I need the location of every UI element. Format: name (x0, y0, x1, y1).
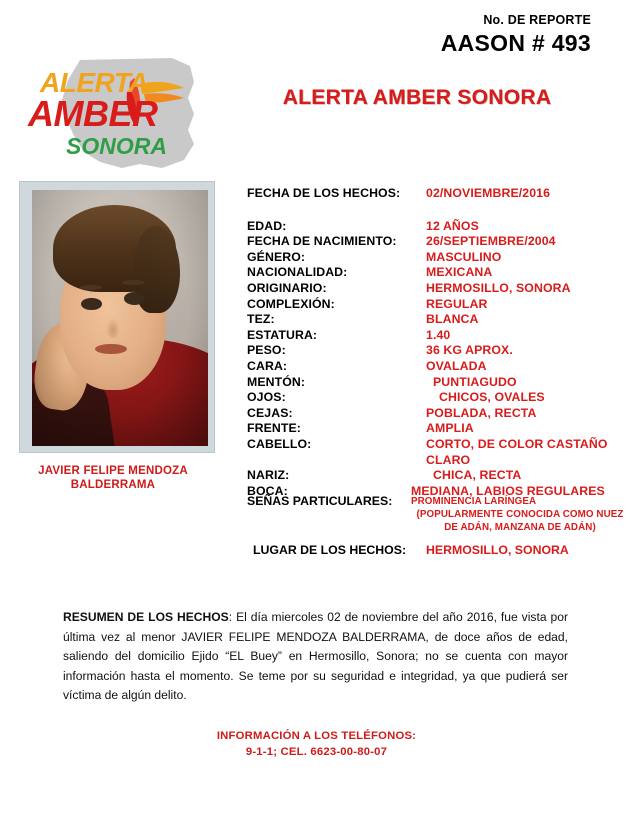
detail-label: ESTATURA: (247, 327, 318, 342)
detail-row (247, 250, 633, 266)
lugar-label: LUGAR DE LOS HECHOS: (253, 543, 407, 557)
contact-info-label: INFORMACIÓN A LOS TELÉFONOS: (216, 730, 417, 742)
detail-value: MASCULINO (426, 249, 502, 264)
detail-rows-container (247, 219, 633, 500)
detail-label: COMPLEXIÓN: (247, 296, 335, 311)
detail-label: CABELLO: (247, 436, 312, 451)
detail-row (247, 343, 633, 359)
detail-row-incident-date (247, 186, 633, 202)
logo-text-sonora: SONORA (66, 133, 167, 159)
detail-label: MENTÓN: (247, 374, 306, 389)
report-number-value: AASON # 493 (440, 29, 591, 56)
detail-label: TEZ: (247, 312, 275, 327)
detail-row (247, 421, 633, 437)
detail-row (247, 359, 633, 375)
victim-name-caption (8, 464, 218, 493)
detail-row (247, 375, 633, 391)
detail-value: PUNTIAGUDO (433, 374, 517, 389)
detail-row (247, 453, 633, 469)
detail-row (247, 328, 633, 344)
logo-text-alerta: ALERTA (40, 67, 148, 98)
report-number-block (441, 14, 591, 56)
victim-photo-container (14, 178, 218, 456)
summary-body: : El día miercoles 02 de noviembre del año 2016, fue vista por última vez al menor JAVIER FELIPE MENDOZA BALDERRAMA, de doce años de edad, saliendo del domicilio Ejido “EL Buey” en Hermosillo, Sonora; no se cuenta con mayor información hasta el momento. Se teme por su seguridad e integridad, ya que pudierá ser víctima de algún delito. (63, 610, 568, 703)
detail-value: CHICA, RECTA (433, 468, 522, 483)
detail-row (247, 437, 633, 453)
senas-line-1: PROMINENCIA LARÍNGEA (411, 496, 537, 507)
amber-alert-logo (22, 56, 202, 171)
detail-label: FECHA DE NACIMIENTO: (247, 234, 397, 249)
detail-row (247, 468, 633, 484)
detail-label: ORIGINARIO: (247, 280, 327, 295)
detail-value: 12 AÑOS (426, 218, 479, 233)
contact-info-block (0, 728, 633, 761)
detail-label: PESO: (247, 343, 286, 358)
lugar-value: HERMOSILLO, SONORA (426, 543, 569, 557)
detail-label: NARIZ: (247, 468, 290, 483)
detail-row (247, 265, 633, 281)
detail-value: CLARO (426, 452, 471, 467)
detail-row (247, 281, 633, 297)
senas-label: SEÑAS PARTICULARES: (247, 494, 393, 508)
report-number-label: No. DE REPORTE (483, 13, 591, 27)
detail-label: OJOS: (247, 390, 286, 405)
incident-summary (63, 608, 568, 706)
page-title: ALERTA AMBER SONORA (282, 86, 552, 109)
detail-value: POBLADA, RECTA (426, 405, 537, 420)
detail-label: BOCA: (247, 483, 288, 498)
detail-value: MEXICANA (426, 265, 493, 280)
detail-label: CEJAS: (247, 405, 293, 420)
spacer (247, 202, 633, 219)
detail-value: CHICOS, OVALES (439, 390, 545, 405)
logo-svg (22, 56, 202, 171)
detail-value: CORTO, DE COLOR CASTAÑO (426, 436, 608, 451)
contact-phone-numbers[interactable]: 9-1-1; CEL. 6623-00-80-07 (245, 746, 388, 759)
detail-label: FECHA DE LOS HECHOS: (247, 186, 401, 200)
detail-label: NACIONALIDAD: (247, 265, 348, 280)
detail-row (247, 390, 633, 406)
victim-name-line2: BALDERRAMA (70, 479, 156, 492)
detail-value: MEDIANA, LABIOS REGULARES (411, 483, 605, 498)
senas-values (405, 495, 633, 535)
detail-value: 1.40 (426, 327, 451, 342)
detail-row (247, 406, 633, 422)
detail-row (247, 312, 633, 328)
victim-photo (32, 190, 208, 446)
detail-value: AMPLIA (426, 421, 474, 436)
detail-row (247, 234, 633, 250)
detail-row (247, 297, 633, 313)
details-list (247, 186, 633, 499)
detail-row (247, 219, 633, 235)
victim-name-line1: JAVIER FELIPE MENDOZA (38, 465, 188, 477)
detail-label: FRENTE: (247, 421, 301, 436)
detail-label: CARA: (247, 358, 288, 373)
detail-value: 36 KG APROX. (426, 343, 513, 358)
detail-value: 26/SEPTIEMBRE/2004 (426, 234, 556, 249)
senas-line-3: DE ADÁN, MANZANA DE ADÁN) (444, 522, 596, 534)
detail-value: HERMOSILLO, SONORA (426, 280, 571, 295)
senas-line-2: (POPULARMENTE CONOCIDA COMO NUEZ (416, 509, 624, 521)
logo-text-amber: AMBER (28, 93, 158, 134)
detail-label: GÉNERO: (247, 249, 306, 264)
detail-value: BLANCA (426, 312, 479, 327)
photo-frame (20, 182, 214, 452)
photo-vignette (32, 190, 208, 446)
summary-heading: RESUMEN DE LOS HECHOS (63, 610, 229, 624)
detail-value: 02/NOVIEMBRE/2016 (426, 186, 551, 200)
detail-label: EDAD: (247, 218, 287, 233)
detail-value: REGULAR (426, 296, 488, 311)
detail-value: OVALADA (426, 358, 487, 373)
